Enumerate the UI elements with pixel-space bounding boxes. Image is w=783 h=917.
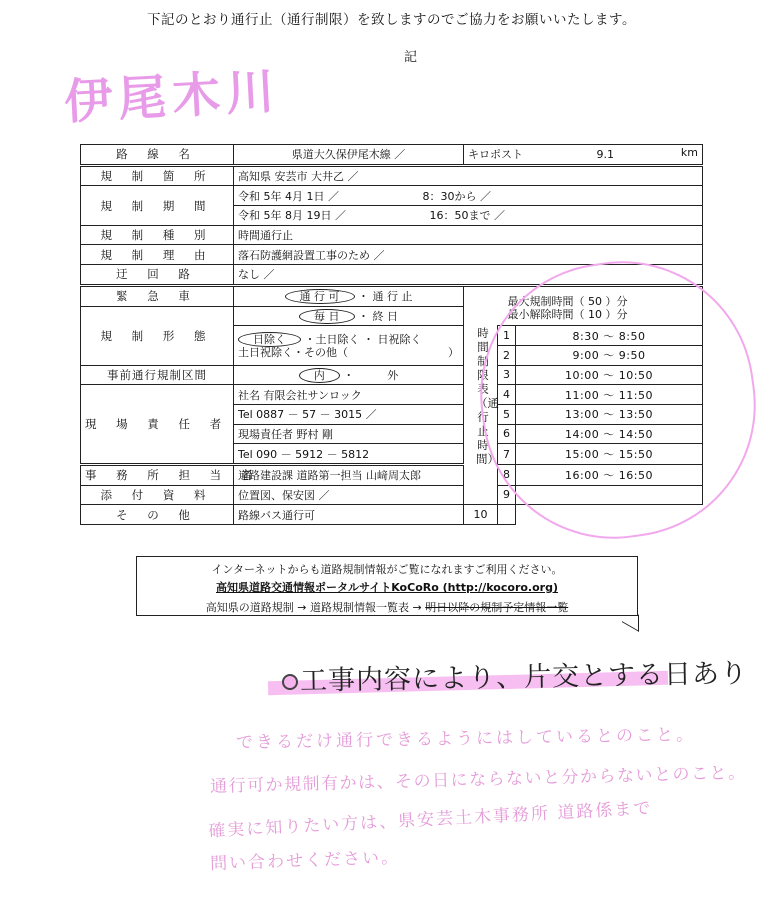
- slot-no: 2: [498, 345, 516, 365]
- kilopost-cell: キロポスト 9.1 km: [464, 145, 703, 166]
- slot-no: 3: [498, 365, 516, 385]
- form-label: 規 制 形 態: [81, 306, 234, 365]
- slot-no: 6: [498, 424, 516, 444]
- slot-no: 1: [498, 326, 516, 346]
- tel2: Tel 090 － 5912 － 5812: [234, 444, 464, 465]
- company: 社名 有限会社サンロック: [234, 385, 464, 405]
- slot-time: 14:00 ～ 14:50: [516, 424, 703, 444]
- type-label: 規 制 種 別: [81, 225, 234, 245]
- detour-value: なし ／: [234, 265, 703, 286]
- route-value: 県道大久保伊尾木線 ／: [234, 145, 464, 166]
- slot-time: 10:00 ～ 10:50: [516, 365, 703, 385]
- detour-label: 迂 回 路: [81, 265, 234, 286]
- prior-inner-oval: 内: [299, 368, 340, 383]
- slot-time: 8:30 ～ 8:50: [516, 326, 703, 346]
- attach-value: 位置図、保安図 ／: [234, 485, 464, 505]
- notice-line-3: 高知県の道路規制 → 道路規制情報一覧表 → 明日以降の規制予定情報一覧: [205, 601, 569, 614]
- min-time: 最小解除時間（ 10 ）分: [507, 307, 628, 321]
- emergency-label: 緊 急 車: [81, 285, 234, 306]
- office-value: 道路建設課 道路第一担当 山﨑周太郎: [234, 464, 464, 485]
- bullet-dot: [282, 674, 298, 690]
- except-sat-oval: 日除く: [238, 332, 301, 347]
- slot-time: 13:00 ～ 13:50: [516, 404, 703, 424]
- emergency-value: 通 行 可 ・ 通 行 止: [234, 285, 464, 306]
- slot-time: [498, 505, 516, 525]
- max-time: 最大規制時間（ 50 ）分: [507, 294, 628, 308]
- site-person: 現場責任者 野村 剛: [234, 424, 464, 444]
- attach-label: 添 付 資 料: [81, 485, 234, 505]
- type-value: 時間通行止: [234, 225, 703, 245]
- route-label: 路 線 名: [81, 145, 234, 166]
- internet-notice: [136, 556, 638, 616]
- slot-no: 10: [464, 505, 498, 525]
- other-label: そ の 他: [81, 505, 234, 525]
- intro-text: 下記のとおり通行止（通行制限）を致しますのでご協力をお願いいたします。: [147, 12, 636, 28]
- except-row: 日除く ・土日除く ・ 日祝除く 土日祝除く・その他（ ）: [234, 326, 464, 365]
- period-start: 令和 5年 4月 1日 ／ 8：30から ／: [234, 186, 703, 206]
- emergency-passable-oval: 通 行 可: [285, 289, 355, 304]
- other-value: 路線バス通行可: [234, 505, 464, 525]
- ki-heading: 記: [404, 50, 418, 65]
- reason-value: 落石防護網設置工事のため ／: [234, 245, 703, 265]
- site-label: 現 場 責 任 者: [81, 385, 234, 465]
- slot-no: 4: [498, 385, 516, 405]
- slot-time: 11:00 ～ 11:50: [516, 385, 703, 405]
- slot-time: 9:00 ～ 9:50: [516, 345, 703, 365]
- daily-oval: 毎 日: [299, 309, 355, 324]
- slot-no: 8: [498, 464, 516, 485]
- daily-row: 毎 日 ・ 終 日: [234, 306, 464, 326]
- period-label: 規 制 期 間: [81, 186, 234, 225]
- reason-label: 規 制 理 由: [81, 245, 234, 265]
- location-value: 高知県 安芸市 大井乙 ／: [234, 165, 703, 186]
- time-table-vertical-label: 時間制限表（通行止時間）: [476, 326, 499, 466]
- prior-value: 内 ・ 外: [234, 365, 464, 385]
- notice-line-1: インターネットからも道路規制情報がご覧になれますご利用ください。: [211, 563, 563, 576]
- period-end: 令和 5年 8月 19日 ／ 16：50まで ／: [234, 206, 703, 226]
- handwritten-note-2: 通行可か規制有かは、その日にならないと分からないとのこと。: [209, 762, 747, 798]
- handwritten-note-3: 確実に知りたい方は、県安芸土木事務所 道路係まで: [207, 798, 653, 842]
- slot-no: 5: [498, 404, 516, 424]
- slot-time: 16:00 ～ 16:50: [516, 464, 703, 485]
- prior-label: 事前通行規制区間: [81, 365, 234, 385]
- office-label: 事 務 所 担 当 者: [81, 464, 234, 485]
- notice-link-line[interactable]: 高知県道路交通情報ポータルサイトKoCoRo (http://kocoro.org): [216, 581, 558, 594]
- handwritten-note-4: 問い合わせください。: [209, 847, 401, 875]
- location-label: 規 制 箇 所: [81, 165, 234, 186]
- slot-no: 7: [498, 444, 516, 465]
- tel1: Tel 0887 － 57 － 3015 ／: [234, 404, 464, 424]
- handwritten-note-1: できるだけ通行できるようにはしているとのこと。: [235, 724, 697, 754]
- slot-no: 9: [498, 485, 516, 505]
- handwritten-title: 伊尾木川: [62, 63, 282, 131]
- slot-time: 15:00 ～ 15:50: [516, 444, 703, 465]
- handwritten-main-note: 工事内容により、片交とする日あり: [299, 658, 749, 697]
